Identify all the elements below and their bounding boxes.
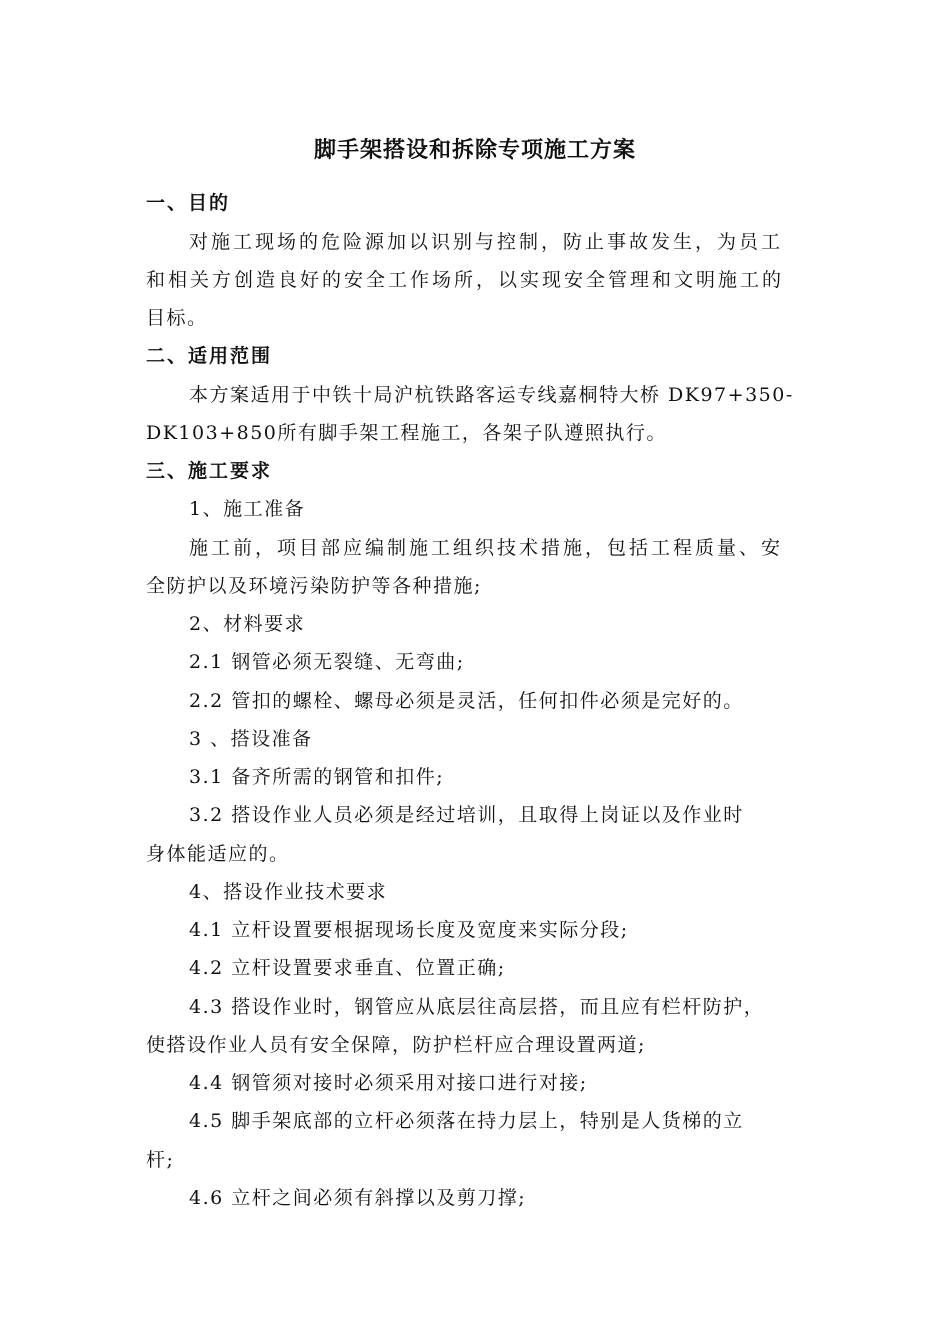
paragraph-line: 对施工现场的危险源加以识别与控制，防止事故发生，为员工 [189, 231, 784, 253]
section-heading-purpose: 一、目的 [146, 192, 231, 214]
paragraph-line: DK103+850所有脚手架工程施工，各架子队遵照执行。 [146, 422, 667, 444]
subsection-heading: 3 、搭设准备 [189, 728, 313, 750]
paragraph-line: 目标。 [146, 307, 208, 329]
section-heading-requirements: 三、施工要求 [146, 460, 273, 482]
section-heading-scope: 二、适用范围 [146, 345, 273, 367]
list-item: 4.5 脚手架底部的立杆必须落在持力层上，特别是人货梯的立 [189, 1110, 744, 1132]
paragraph-line: 杆; [146, 1149, 175, 1171]
subsection-heading: 4、搭设作业技术要求 [189, 881, 388, 903]
subsection-heading: 1、施工准备 [189, 498, 306, 520]
paragraph-line: 施工前，项目部应编制施工组织技术措施，包括工程质量、安 [189, 537, 784, 559]
paragraph-line: 全防护以及环境污染防护等各种措施; [146, 575, 482, 597]
list-item: 4.2 立杆设置要求垂直、位置正确; [189, 957, 506, 979]
list-item: 4.4 钢管须对接时必须采用对接口进行对接; [189, 1072, 588, 1094]
list-item: 3.2 搭设作业人员必须是经过培训，且取得上岗证以及作业时 [189, 804, 744, 826]
paragraph-line: 本方案适用于中铁十局沪杭铁路客运专线嘉桐特大桥 DK97+350- [189, 384, 794, 406]
paragraph-line: 和相关方创造良好的安全工作场所，以实现安全管理和文明施工的 [146, 269, 785, 291]
document-title: 脚手架搭设和拆除专项施工方案 [313, 137, 636, 163]
list-item: 2.2 管扣的螺栓、螺母必须是灵活，任何扣件必须是完好的。 [189, 690, 744, 712]
list-item: 2.1 钢管必须无裂缝、无弯曲; [189, 651, 465, 673]
paragraph-line: 使搭设作业人员有安全保障，防护栏杆应合理设置两道; [146, 1034, 646, 1056]
list-item: 4.3 搭设作业时，钢管应从底层往高层搭，而且应有栏杆防护， [189, 996, 765, 1018]
list-item: 4.6 立杆之间必须有斜撑以及剪刀撑; [189, 1187, 527, 1209]
paragraph-line: 身体能适应的。 [146, 843, 290, 865]
subsection-heading: 2、材料要求 [189, 613, 306, 635]
list-item: 3.1 备齐所需的钢管和扣件; [189, 766, 445, 788]
list-item: 4.1 立杆设置要根据现场长度及宽度来实际分段; [189, 919, 629, 941]
